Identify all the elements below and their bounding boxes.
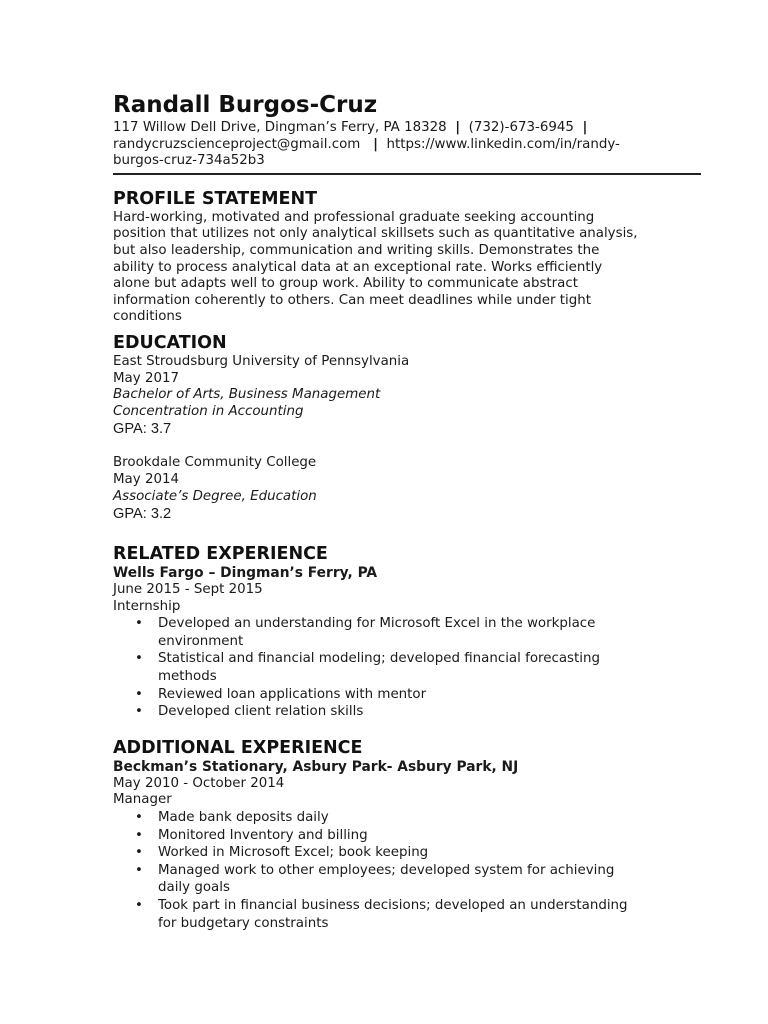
gpa: GPA: 3.2: [113, 506, 172, 523]
gpa: GPA: 3.7: [113, 421, 172, 438]
school-name: East Stroudsburg University of Pennsylvania: [113, 353, 410, 369]
applicant-name: Randall Burgos-Cruz: [113, 92, 378, 118]
profile-line: conditions: [113, 309, 182, 325]
profile-section: [113, 188, 701, 326]
list-item-text: Developed an understanding for Microsoft Excel in the workplace: [158, 616, 596, 632]
section-heading-profile: PROFILE STATEMENT: [113, 188, 318, 209]
list-item: [113, 650, 701, 685]
header-divider: [113, 173, 701, 175]
list-item: [113, 862, 701, 897]
employment-dates: May 2010 - October 2014: [113, 775, 285, 791]
list-item: [113, 703, 701, 721]
list-item: [113, 809, 701, 827]
resume-content: [113, 90, 701, 932]
graduation-date: May 2014: [113, 471, 180, 487]
email-link[interactable]: randycruzscienceproject@gmail.com: [113, 136, 361, 152]
list-item-text: for budgetary constraints: [158, 915, 329, 931]
profile-line: alone but adapts well to group work. Ability to communicate abstract: [113, 276, 578, 292]
duties-list: [113, 809, 701, 932]
section-heading-additional-experience: ADDITIONAL EXPERIENCE: [113, 737, 363, 758]
bullet-icon: •: [135, 827, 143, 843]
employer: Wells Fargo – Dingman’s Ferry, PA: [113, 565, 378, 582]
school-name: Brookdale Community College: [113, 455, 317, 471]
list-item-text: Monitored Inventory and billing: [158, 827, 368, 843]
list-item-text: Managed work to other employees; developed system for achieving: [158, 862, 615, 878]
profile-statement: [113, 210, 701, 326]
list-item-text: Developed client relation skills: [158, 704, 364, 720]
concentration: Concentration in Accounting: [113, 403, 304, 419]
section-heading-related-experience: RELATED EXPERIENCE: [113, 544, 328, 565]
bullet-icon: •: [135, 704, 143, 720]
list-item-text: Reviewed loan applications with mentor: [158, 686, 427, 702]
bullet-icon: •: [135, 845, 143, 861]
list-item-text: methods: [158, 669, 217, 685]
employer: Beckman’s Stationary, Asbury Park- Asbury Park, NJ: [113, 758, 519, 775]
bullet-icon: •: [135, 651, 143, 667]
duties-list: [113, 615, 701, 721]
additional-experience-section: [113, 737, 701, 932]
profile-line: position that utilizes not only analytical skillsets such as quantitative analysis,: [113, 226, 638, 242]
list-item-text: Statistical and financial modeling; developed financial forecasting: [158, 651, 600, 667]
bullet-icon: •: [135, 810, 143, 826]
list-item: [113, 897, 701, 932]
list-item-text: Worked in Microsoft Excel; book keeping: [158, 845, 429, 861]
linkedin-link-continued[interactable]: burgos-cruz-734a52b3: [113, 153, 265, 169]
phone: (732)-673-6945: [468, 120, 574, 135]
bullet-icon: •: [135, 616, 143, 632]
profile-line: but also leadership, communication and writing skills. Demonstrates the: [113, 242, 600, 258]
section-heading-education: EDUCATION: [113, 332, 227, 353]
contact-info: [113, 120, 701, 170]
list-item: [113, 844, 701, 862]
list-item-text: Made bank deposits daily: [158, 810, 329, 826]
separator: |: [373, 136, 378, 152]
profile-line: ability to process analytical data at an exceptional rate. Works efficiently: [113, 259, 603, 275]
school-entry: [113, 455, 701, 523]
bullet-icon: •: [135, 862, 143, 878]
school-entry: [113, 354, 701, 438]
list-item-text: daily goals: [158, 880, 230, 896]
employment-dates: June 2015 - Sept 2015: [113, 582, 263, 598]
graduation-date: May 2017: [113, 370, 180, 386]
related-experience-section: [113, 543, 701, 721]
degree: Associate’s Degree, Education: [113, 488, 317, 504]
education-section: [113, 332, 701, 523]
address: 117 Willow Dell Drive, Dingman’s Ferry, PA 18328: [113, 120, 447, 135]
profile-line: information coherently to others. Can meet deadlines while under tight: [113, 292, 591, 308]
list-item: [113, 686, 701, 704]
job-role: Manager: [113, 792, 172, 808]
list-item: [113, 615, 701, 650]
list-item-text: Took part in financial business decisions; developed an understanding: [158, 898, 628, 913]
separator: |: [582, 120, 588, 135]
bullet-icon: •: [135, 898, 143, 913]
separator: |: [455, 120, 461, 135]
list-item: [113, 827, 701, 845]
linkedin-link[interactable]: https://www.linkedin.com/in/randy-: [386, 136, 620, 152]
list-item-text: environment: [158, 633, 244, 649]
degree: Bachelor of Arts, Business Management: [113, 387, 381, 403]
job-role: Internship: [113, 598, 181, 614]
profile-line: Hard-working, motivated and professional graduate seeking accounting: [113, 209, 595, 225]
bullet-icon: •: [135, 686, 143, 702]
